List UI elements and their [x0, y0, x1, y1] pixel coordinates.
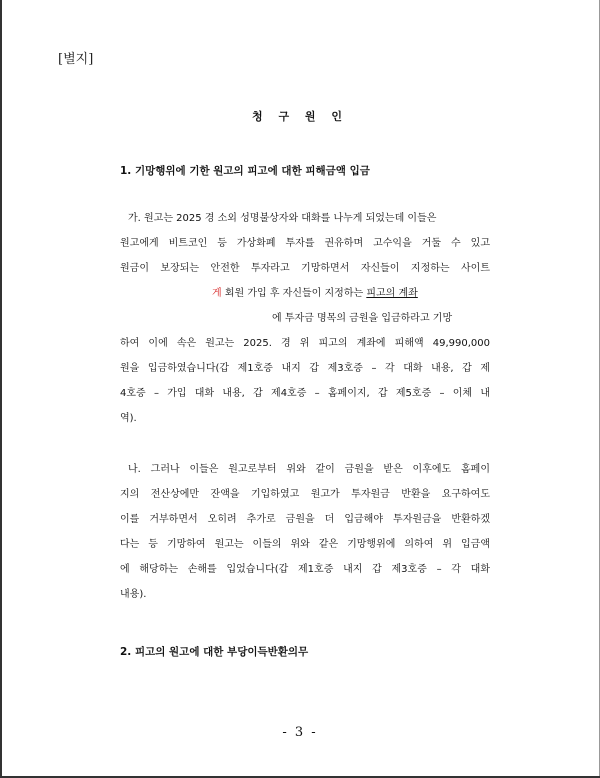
paragraph-ga-line-5: 에 투자금 명목의 금원을 입금하라고 기망: [272, 313, 453, 324]
appendix-label: [별지]: [58, 52, 94, 67]
paragraph-na-line-2: 지의 전산상에만 잔액을 기입하였고 원고가 투자원금 반환을 요구하여도: [120, 489, 490, 500]
paragraph-ga-line-4-text: 회원 가입 후 자신들이 지정하는: [221, 288, 367, 299]
paragraph-na: [120, 457, 490, 607]
paragraph-ga-line-3: 원금이 보장되는 안전한 투자라고 기망하면서 자신들이 지정하는 사이트: [120, 263, 490, 274]
paragraph-ga-line-4: [120, 281, 490, 306]
site-name-fragment: 게: [212, 288, 222, 299]
page-number: - 3 -: [282, 725, 318, 740]
paragraph-ga-line-6: 하여 이에 속은 원고는 2025. 경 위 피고의 계좌에 피해액 49,990,000: [120, 338, 490, 349]
paragraph-na-line-4: 다는 등 기망하여 원고는 이들의 위와 같은 기망행위에 의하여 위 입금액: [120, 539, 490, 550]
paragraph-na-line-5: 에 해당하는 손해를 입었습니다(갑 제1호증 내지 갑 제3호증 – 각 대화: [120, 564, 490, 575]
document-title: 청 구 원 인: [252, 110, 348, 123]
defendant-account-text: 피고의 계좌: [366, 288, 418, 299]
section-2-heading: 2. 피고의 원고에 대한 부당이득반환의무: [120, 646, 309, 658]
section-1-heading: 1. 기망행위에 기한 원고의 피고에 대한 피해금액 입금: [120, 165, 370, 177]
paragraph-na-line-3: 이를 거부하면서 오히려 추가로 금원을 더 입금해야 투자원금을 반환하겠: [120, 514, 490, 525]
paragraph-ga-line-9: 역).: [120, 413, 137, 424]
paragraph-ga-line-8: 4호증 – 가입 대화 내용, 갑 제4호증 – 홈페이지, 갑 제5호증 – 이체 내: [120, 388, 490, 399]
paragraph-ga-line-2: 원고에게 비트코인 등 가상화폐 투자를 권유하며 고수익을 거둘 수 있고: [120, 238, 490, 249]
paragraph-ga-line-1: 가. 원고는 2025 경 소외 성명불상자와 대화를 나누게 되었는데 이들은: [128, 213, 437, 224]
paragraph-ga-line-7: 원을 입금하였습니다(갑 제1호증 내지 갑 제3호증 – 각 대화 내용, 갑 제: [120, 363, 490, 374]
paragraph-na-line-1: 나. 그러나 이들은 원고로부터 위와 같이 금원을 받은 이후에도 홈페이: [128, 464, 490, 475]
paragraph-na-line-6: 내용).: [120, 589, 147, 600]
paragraph-ga: [120, 206, 490, 431]
